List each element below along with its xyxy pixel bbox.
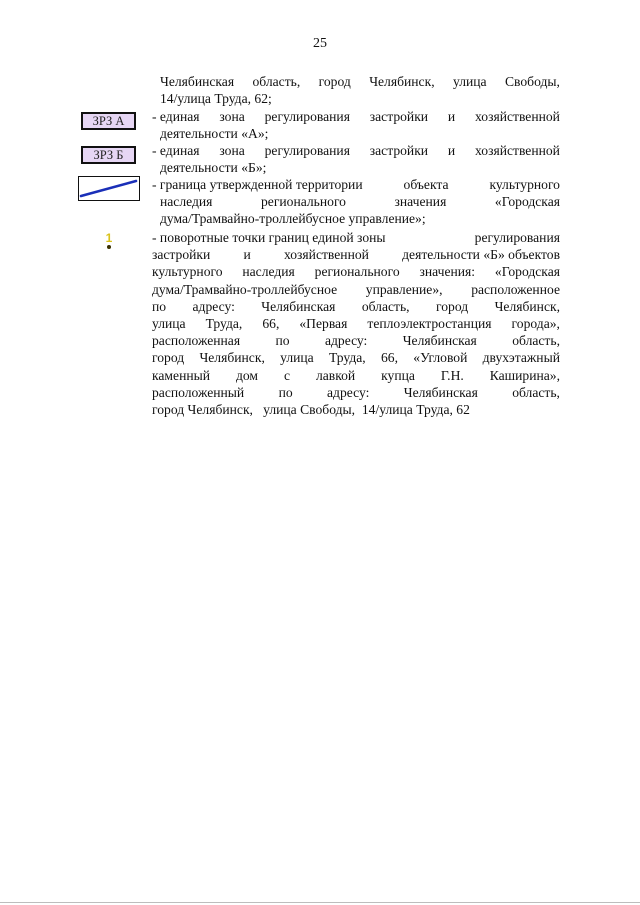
- word: расположенная: [152, 333, 241, 349]
- turn-points-description: [152, 229, 560, 418]
- word: купца: [381, 367, 415, 383]
- page-bottom-edge: [0, 902, 640, 903]
- word: область,: [252, 74, 301, 89]
- address-line-2: 14/улица Труда, 62;: [160, 91, 272, 107]
- word: по: [275, 333, 290, 349]
- word: Челябинская: [160, 74, 235, 89]
- word: хозяйственной: [475, 143, 560, 158]
- turn-line-3: [152, 263, 560, 280]
- word: регулирования: [264, 143, 350, 158]
- word: наследия: [242, 264, 295, 280]
- word: 66,: [262, 316, 280, 332]
- word: «Городская: [494, 194, 560, 210]
- turn-point-symbol: [103, 231, 115, 251]
- word: - поворотные точки границ единой зоны: [152, 230, 386, 245]
- boundary-line-symbol: [78, 176, 140, 201]
- word: город: [436, 298, 469, 314]
- word: хозяйственной: [475, 109, 560, 124]
- word: и: [447, 109, 456, 124]
- word: - единая: [152, 143, 200, 158]
- word: по: [152, 298, 167, 314]
- word: регулирования: [474, 230, 560, 245]
- turn-line-11: город Челябинск, улица Свободы, 14/улица Труда, 62: [152, 402, 470, 418]
- turn-line-10: [152, 384, 560, 401]
- zrz-b-line-1: [152, 142, 560, 159]
- word: зона: [219, 143, 245, 158]
- word: улица: [453, 74, 487, 89]
- word: значения: [394, 194, 447, 210]
- word: хозяйственной: [283, 247, 369, 263]
- word: культурного: [152, 264, 223, 280]
- word: значения:: [419, 264, 476, 280]
- word: города»,: [511, 316, 560, 332]
- word: Труда,: [329, 350, 366, 366]
- turn-line-6: [152, 315, 560, 332]
- word: Челябинская: [402, 333, 477, 349]
- turn-line-7: [152, 332, 560, 349]
- word: область,: [512, 333, 560, 349]
- turn-point-marker-icon: [103, 231, 115, 251]
- zrz-a-line-2: деятельности «А»;: [160, 126, 269, 142]
- word: и: [243, 247, 251, 263]
- word: Челябинск,: [199, 350, 265, 366]
- turn-point-number: 1: [105, 231, 113, 245]
- page-number: 25: [313, 36, 327, 51]
- word: двухэтажный: [482, 350, 560, 366]
- word: город: [318, 74, 351, 89]
- boundary-line-3: дума/Трамвайно-троллейбусное управление»;: [160, 211, 426, 227]
- word: адресу:: [192, 298, 235, 314]
- word: дума/Трамвайно-троллейбусное: [152, 281, 338, 297]
- boundary-line-icon: [79, 177, 138, 199]
- zrz-b-symbol: ЗРЗ Б: [81, 146, 136, 164]
- word: управление»,: [365, 281, 443, 297]
- word: - единая: [152, 109, 200, 124]
- word: Свободы,: [504, 74, 560, 89]
- zrz-a-symbol: ЗРЗ А: [81, 112, 136, 130]
- word: 66,: [380, 350, 398, 366]
- address-line-1: [160, 73, 560, 90]
- word: регионального: [260, 194, 346, 210]
- word: застройки: [369, 109, 429, 124]
- word: Челябинск,: [494, 298, 560, 314]
- word: застройки: [369, 143, 429, 158]
- turn-line-9: [152, 367, 560, 384]
- word: объекта: [403, 177, 449, 192]
- word: культурного: [489, 177, 560, 192]
- word: деятельности «Б» объектов: [402, 247, 560, 263]
- word: «Угловой: [413, 350, 468, 366]
- word: Г.Н.: [440, 367, 464, 383]
- turn-line-5: [152, 298, 560, 315]
- turn-point-dot: [107, 245, 111, 249]
- word: Челябинская: [261, 298, 336, 314]
- word: улица: [152, 316, 186, 332]
- address-continuation: [160, 73, 560, 107]
- turn-line-8: [152, 349, 560, 366]
- word: - граница утвержденной территории: [152, 177, 363, 192]
- zrz-a-line-1: [152, 108, 560, 125]
- turn-line-2: [152, 246, 560, 263]
- word: по: [278, 384, 293, 400]
- word: с: [283, 367, 291, 383]
- boundary-line-2: [152, 193, 560, 210]
- word: область,: [361, 298, 410, 314]
- word: Труда,: [205, 316, 243, 332]
- word: и: [447, 143, 456, 158]
- word: «Городская: [494, 264, 560, 280]
- word: Челябинск,: [369, 74, 435, 89]
- word: каменный: [152, 367, 211, 383]
- word: регулирования: [264, 109, 350, 124]
- word: зона: [219, 109, 245, 124]
- zrz-b-description: [152, 142, 560, 176]
- word: Каширина»,: [489, 367, 560, 383]
- zrz-b-line-2: деятельности «Б»;: [160, 160, 267, 176]
- zrz-a-description: [152, 108, 560, 142]
- word: теплоэлектростанция: [367, 316, 492, 332]
- word: адресу:: [327, 384, 370, 400]
- word: расположенное: [471, 281, 560, 297]
- word: лавкой: [315, 367, 356, 383]
- boundary-line-1: [152, 176, 560, 193]
- word: расположенный: [152, 384, 245, 400]
- word: регионального: [314, 264, 400, 280]
- word: наследия: [160, 194, 213, 210]
- word: дом: [235, 367, 259, 383]
- word: застройки: [152, 247, 211, 263]
- boundary-description: [152, 176, 560, 228]
- word: город: [152, 350, 185, 366]
- word: адресу:: [324, 333, 368, 349]
- word: Челябинская: [403, 384, 478, 400]
- turn-line-4: [152, 281, 560, 298]
- word: улица: [280, 350, 314, 366]
- word: «Первая: [299, 316, 348, 332]
- word: область,: [512, 384, 560, 400]
- turn-line-1: [152, 229, 560, 246]
